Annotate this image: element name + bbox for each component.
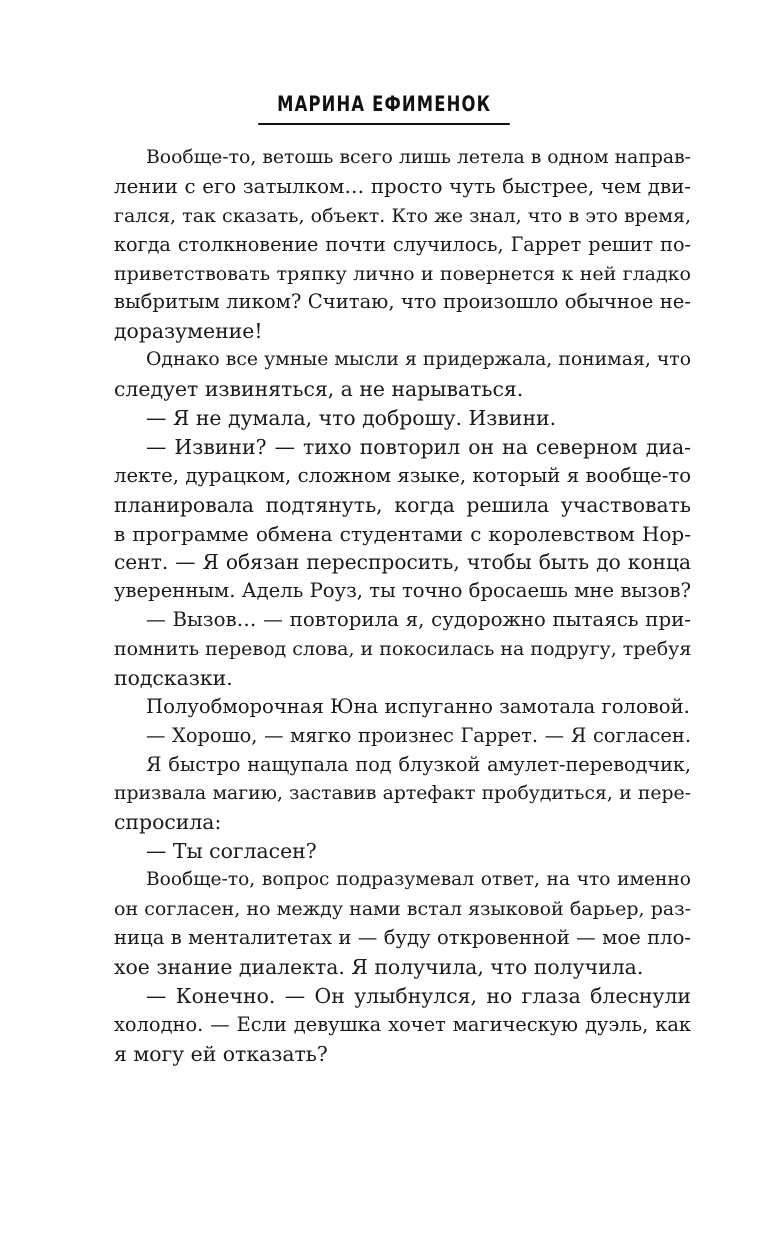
text-line: спросила:	[114, 810, 222, 835]
text-line: сент. — Я обязан переспросить, чтобы быть до конца	[114, 550, 691, 575]
text-line: лении с его затылком… просто чуть быстрее, чем дви-	[114, 174, 691, 198]
text-line: — Вызов… — повторила я, судорожно пытаясь при-	[146, 608, 691, 632]
text-line: призвала магию, заставив артефакт пробудиться, и пере-	[114, 782, 691, 804]
text-line: помнить перевод слова, и покосилась на подругу, требуя	[114, 638, 691, 661]
text-line: гался, так сказать, объект. Кто же знал, что в это время,	[114, 204, 691, 227]
text-line: в программе обмена студентами с королевством Нор-	[114, 521, 691, 546]
text-line: лекте, дурацком, сложном языке, который я вообще-то	[114, 463, 691, 487]
text-line: я могу ей отказать?	[114, 1041, 328, 1066]
text-line: Я быстро нащупала под блузкой амулет-переводчик,	[146, 752, 691, 776]
page-header	[0, 92, 768, 116]
text-line: — Я не думала, что доброшу. Извини.	[146, 406, 557, 431]
text-line: — Извини? — тихо повторил он на северном диа-	[146, 434, 691, 459]
text-line: Вообще-то, вопрос подразумевал ответ, на что именно	[146, 869, 691, 891]
text-line: приветствовать тряпку лично и повернется к ней гладко	[114, 262, 691, 285]
text-line: Вообще-то, ветошь всего лишь летела в одном направ-	[146, 147, 691, 168]
text-line: доразумение!	[114, 319, 263, 344]
text-line: подсказки.	[114, 666, 233, 691]
text-line: выбритым ликом? Считаю, что произошло обычное не-	[114, 290, 691, 314]
text-line: Полуобморочная Юна испуганно замотала головой.	[146, 694, 690, 718]
running-head-author: МАРИНА ЕФИМЕНОК	[277, 92, 491, 116]
text-line: Однако все умные мысли я придержала, понимая, что	[146, 349, 691, 371]
body-text	[114, 144, 691, 1069]
text-line: — Ты согласен?	[146, 839, 317, 864]
text-line: хое знание диалекта. Я получила, что получила.	[114, 954, 644, 979]
text-line: холодно. — Если девушка хочет магическую дуэль, как	[114, 1012, 691, 1036]
text-line: планировала подтянуть, когда решила участвовать	[114, 492, 691, 517]
text-line: когда столкновение почти случилось, Гаррет решит по-	[114, 232, 691, 256]
text-line: он согласен, но между нами встал языковой барьер, раз-	[114, 898, 691, 921]
text-line: ница в менталитетах и — буду откровенной — мое пло-	[114, 926, 691, 950]
text-line: уверенным. Адель Роуз, ты точно бросаешь мне вызов?	[114, 579, 691, 603]
header-rule	[258, 123, 510, 125]
text-line: — Хорошо, — мягко произнес Гаррет. — Я согласен.	[146, 723, 691, 747]
text-line: — Конечно. — Он улыбнулся, но глаза блеснули	[146, 983, 691, 1008]
text-line: следует извиняться, а не нарываться.	[114, 377, 524, 402]
